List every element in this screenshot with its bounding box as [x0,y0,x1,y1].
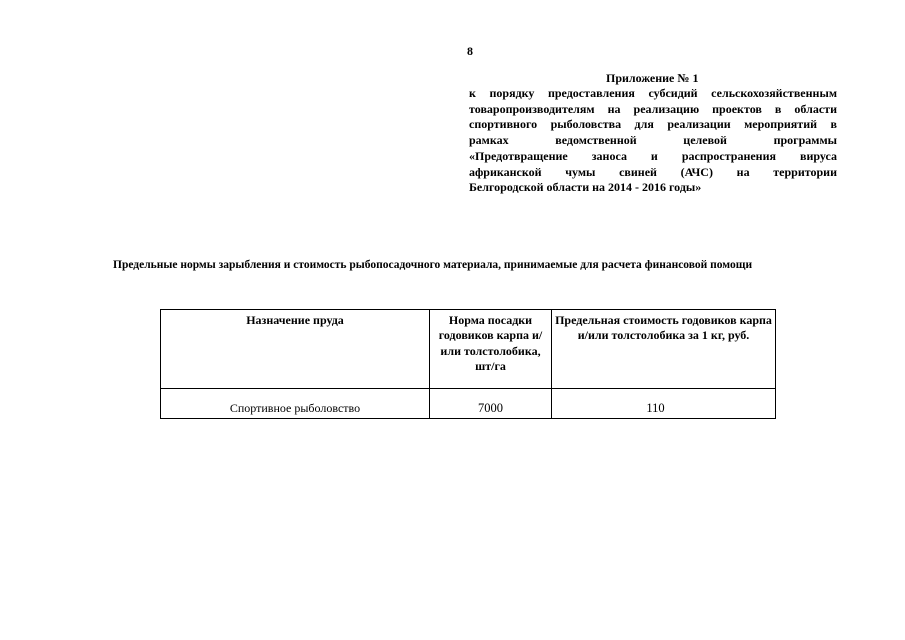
appendix-line: спортивного рыболовства для реализации мероприятий в [469,117,837,132]
table-header-row [161,310,776,389]
appendix-line: Белгородской области на 2014 - 2016 годы» [469,180,702,195]
header-max-price: Предельная стоимость годовиков карпа и/или толстолобика за 1 кг, руб. [552,310,776,389]
appendix-title: Приложение № 1 [606,71,699,85]
cell-max-price-value: 110 [646,401,665,415]
page-number: 8 [467,44,473,58]
document-heading: Предельные нормы зарыбления и стоимость рыбопосадочного материала, принимаемые для расчета финансовой помощи [113,259,753,271]
header-pond-purpose: Назначение пруда [161,310,430,389]
appendix-line: рамках ведомственной целевой программы [469,133,837,148]
appendix-text [469,86,837,196]
header-stocking-norm: Норма посадки годовиков карпа и/или толстолобика, шт/га [430,310,552,389]
table-row [161,389,776,419]
appendix-line: африканской чумы свиней (АЧС) на территории [469,164,837,179]
cell-pond-purpose: Спортивное рыболовство [161,389,430,419]
cell-max-price [552,389,776,419]
appendix-line: к порядку предоставления субсидий сельскохозяйственным [469,86,837,100]
appendix-line: «Предотвращение заноса и распространения вируса [469,148,837,163]
norms-table [160,309,776,419]
appendix-line: товаропроизводителям на реализацию проектов в области [469,101,837,116]
cell-stocking-norm: 7000 [430,389,552,419]
